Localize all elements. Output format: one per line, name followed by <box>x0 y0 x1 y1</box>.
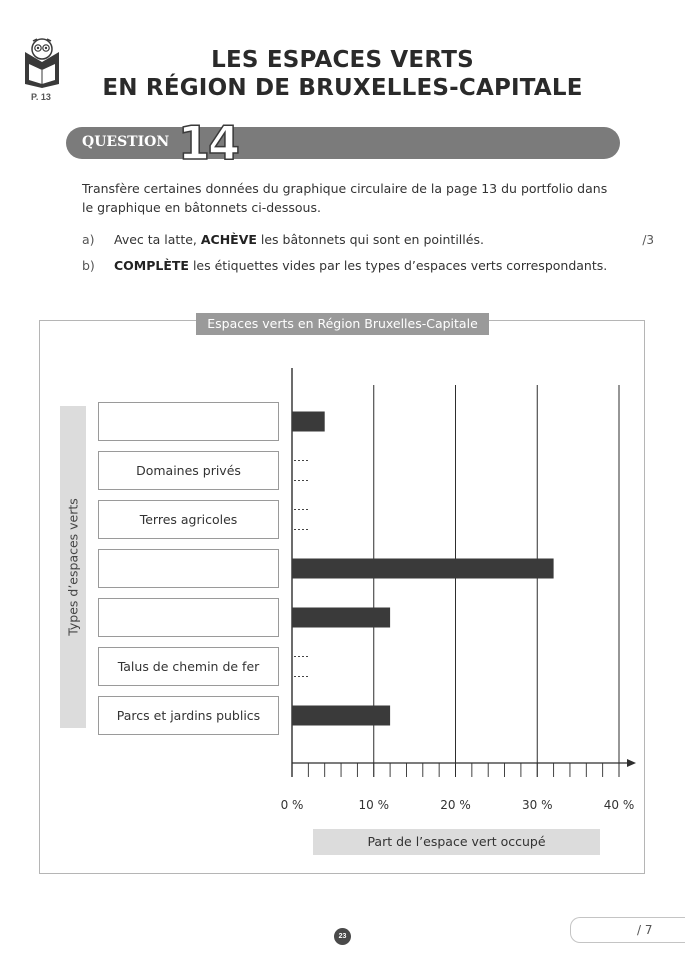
bar <box>292 706 390 726</box>
title-line-1: LES ESPACES VERTS <box>211 47 474 73</box>
x-tick-label: 0 % <box>280 798 304 812</box>
page-reference: P. 13 <box>31 92 51 102</box>
instruction-b-letter: b) <box>82 258 95 273</box>
score-box <box>570 917 685 943</box>
instruction-a-pre: Avec ta latte, <box>114 232 201 247</box>
x-axis-label: Part de l’espace vert occupé <box>313 829 600 855</box>
instructions-intro: Transfère certaines données du graphique circulaire de la page 13 du portfolio dans le graphique en bâtonnets ci-dessous. <box>82 181 608 215</box>
instruction-a-score: /3 <box>642 233 654 247</box>
title-line-2: EN RÉGION DE BRUXELLES-CAPITALE <box>102 75 583 101</box>
category-label-2[interactable]: Domaines privés <box>98 451 279 490</box>
x-tick-label: 30 % <box>522 798 553 812</box>
x-tick-label: 10 % <box>358 798 389 812</box>
instruction-a-letter: a) <box>82 232 95 247</box>
chart-title: Espaces verts en Région Bruxelles-Capitale <box>196 313 489 335</box>
x-axis-arrow-icon <box>627 759 636 767</box>
x-tick-label: 40 % <box>603 798 635 812</box>
question-label: QUESTION <box>82 134 170 150</box>
bar <box>292 559 554 579</box>
category-label-6[interactable]: Talus de chemin de fer <box>98 647 279 686</box>
instruction-b-text: les étiquettes vides par les types d’espaces verts correspondants. <box>188 258 608 273</box>
instruction-a-text: les bâtonnets qui sont en pointillés. <box>256 232 484 247</box>
page-number: 23 <box>334 928 351 945</box>
y-axis-label: Types d’espaces verts <box>65 498 81 636</box>
instruction-a-verb: ACHÈVE <box>200 232 257 247</box>
category-label-7[interactable]: Parcs et jardins publics <box>98 696 279 735</box>
category-label-3[interactable]: Terres agricoles <box>98 500 279 539</box>
instruction-b-verb: COMPLÈTE <box>114 258 189 273</box>
x-tick-label: 20 % <box>440 798 471 812</box>
score-total: / 7 <box>637 923 653 937</box>
bar <box>292 608 390 628</box>
bar <box>292 412 325 432</box>
question-number: 14 <box>178 116 239 170</box>
